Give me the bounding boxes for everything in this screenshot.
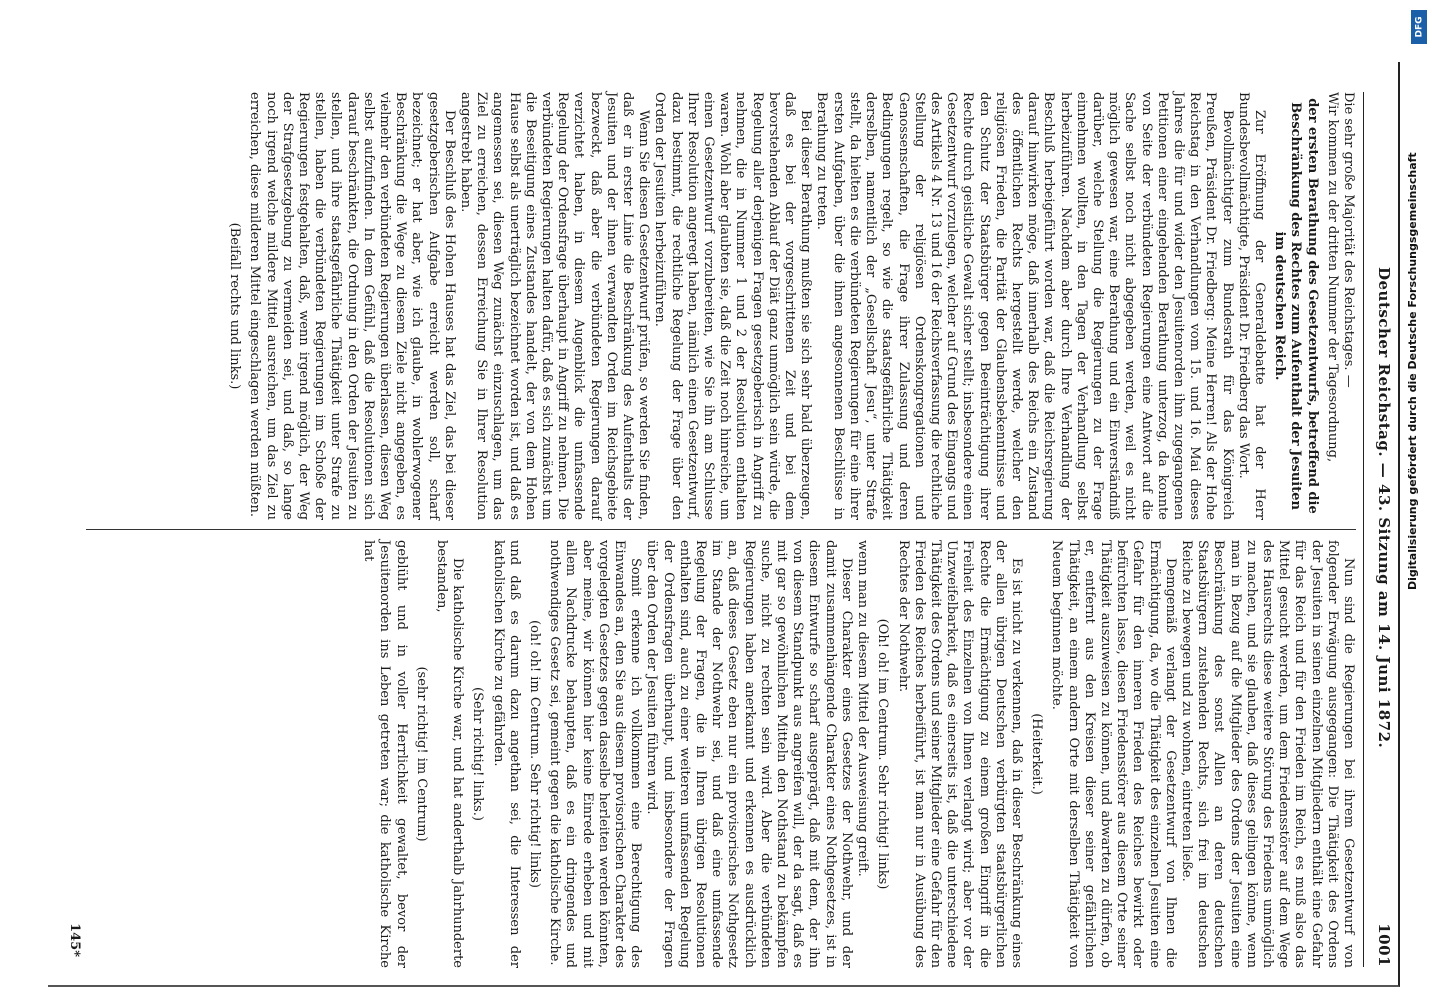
right-column-paragraph: Somit erkenne ich vollkommen eine Berechtigung des Einwandes an, den Sie aus diesem provisorischen Charakter des vorgelegten Gesetzes gegen dasselbe herleiten werden könnten, aber meine, wir können hier keine Einrede erheben und mit allem Nachdrucke behaupten, daß es ein dringendes und nothwendiges Gesetz sei, gemeint gegen die katholische Kirche.	[547, 540, 644, 968]
right-column-paragraph: (sehr richtig! im Centrum)	[413, 666, 429, 842]
right-column-paragraph: (Oh! oh! im Centrum. Sehr richtig! links)	[875, 618, 891, 890]
left-column-paragraph: Die sehr große Majorität des Reichstages. —	[1341, 92, 1356, 388]
right-column-paragraph: Demgemäß verlangt der Gesetzentwurf von Ihnen die Ermächtigung, da, wo die Thätigkeit des einzelnen Jesuiten eine Gefahr für den inneren Frieden des Reiches bewirkt oder befürchten lasse, diesen Friedensstörer aus diesem Orte seiner Thätigkeit auszuweisen zu können, und abwarten zu dürfen, ob er, entfernt aus den Kreisen dieser seiner gefährlichen Thätigkeit, an einem andern Orte mit derselben Thätigkeit von Neuem beginnen möchte.	[1049, 540, 1178, 968]
right-column-paragraph: wenn man zu diesem Mittel der Ausweisung greift.	[855, 540, 871, 877]
right-column-paragraph: Die katholische Kirche war, und hat anderthalb Jahrhunderte bestanden,	[434, 540, 466, 968]
header-title: Deutscher Reichstag. — 43. Sitzung am 14. Juni 1872.	[1375, 266, 1393, 749]
left-column-paragraph: Zur Eröffnung der Generaldebatte hat der Herr Bundesbevollmächtigte, Präsident Dr. Friedberg das Wort.	[1235, 92, 1267, 520]
printer-signature: 145*	[67, 923, 82, 957]
column-divider	[86, 529, 1356, 530]
funding-note: Digitalisierung gefördert durch die Deutsche Forschungsgemeinschaft	[1406, 152, 1419, 590]
running-header	[1370, 92, 1392, 967]
page-number: 1001	[1375, 923, 1393, 967]
right-column-paragraph: Nun sind die Regierungen bei ihrem Gesetzentwurf von folgender Erwägung ausgegangen: Die Thätigkeit des Ordens der Jesuiten in seinen einzelnen Mitgliedern enthält eine Gefahr für das Reich und für den Frieden im Reich, es muß also das Mittel gesucht werden, um dem Friedensstörer auf dem Wege des Hausrechts diese weitere Störung des Friedens unmöglich zu machen, und sie glauben, daß dieses gelingen könne, wenn man in Bezug auf die Mitglieder des Ordens der Jesuiten eine Beschränkung des sonst Allen an deren deutschen Staatsbürgern zustehenden Rechts, sich frei im deutschen Reiche zu bewegen und zu wohnen, eintreten ließe.	[1178, 540, 1356, 968]
left-column-paragraph: (Beifall rechts und links.)	[227, 222, 243, 390]
left-column-paragraph: Der Beschluß des Hohen Hauses hat das Ziel, das bei dieser gesetzgeberischen Aufgabe erreicht werden soll, scharf bezeichnet; er hat aber, wie ich glaube, in wohlerwogener Beschränkung die Wege zu diesem Ziele nicht angegeben, es vielmehr den verbündeten Regierungen überlassen, diesen Weg selbst aufzufinden. In dem Gefühl, daß die Resolutionen sich darauf beschränkten, die Ordnung in den Orden der Jesuiten zu stellen, und ihre staatsgefährliche Thätigkeit unter Strafe zu stellen, haben die verbündeten Regierungen im Schoße der Regierungen festgehalten, daß, wenn irgend möglich, der Weg der Strafgesetzgebung zu vermeiden sei, und daß, so lange noch irgend welche mildere Mittel ausreichen, um das Ziel zu erreichen, diese milderen Mittel eingeschlagen werden müßten.	[247, 92, 457, 520]
rotated-page-content	[48, 62, 1400, 987]
left-column-paragraph: Wenn Sie diesen Gesetzentwurf prüfen, so werden Sie finden, daß er in erster Linie die Beschränkung des Aufenthalts der Jesuiten und der ihnen verwandten Orden im Reichsgebiete bezweckt, daß aber die verbündeten Regierungen darauf verzichtet haben, in diesem Augenblick die umfassende Regelung der Ordensfrage überhaupt in Angriff zu nehmen. Die verbündeten Regierungen halten dafür, daß es sich zunächst um die Beseitigung eines Zustandes handelt, der von dem Hohen Hause selbst als unerträglich bezeichnet worden ist, und daß es angemessen sei, diesen Weg zunächst einzuschlagen, um das Ziel zu erreichen, dessen Erreichung Sie in Ihrer Resolution angestrebt haben.	[458, 92, 652, 520]
left-column-paragraph: der ersten Berathung des Gesetzentwurfs, betreffend die Beschränkung des Rechtes zum Aufenthalt der Jesuiten im deutschen Reich.	[1272, 98, 1320, 514]
left-column-paragraph: Bei dieser Berathung mußten sie sich sehr bald überzeugen, daß es bei der vorgeschrittenen Zeit und bei dem bevorstehenden Ablauf der Diät ganz unmöglich sein würde, die Regelung aller derjenigen Fragen gesetzgeberisch in Angriff zu nehmen, die in Nummer 1 und 2 der Resolution enthalten waren. Wohl aber glaubten sie, daß die Zeit noch hinreiche, um einen Gesetzentwurf vorzubereiten, wie Sie ihn am Schlusse Ihrer Resolution angeregt haben, nämlich einen Gesetzentwurf, dazu bestimmt, die rechtliche Regelung der Frage über den Orden der Jesuiten herbeizuführen.	[652, 92, 814, 520]
right-column-paragraph: (Sehr richtig! links.)	[470, 687, 486, 821]
header-rule	[1363, 92, 1364, 967]
right-column-paragraph: und daß es darum dazu angethan sei, die Interessen der katholischen Kirche zu gefährden.	[490, 540, 522, 968]
left-column	[222, 92, 1356, 520]
left-column-paragraph: Wir kommen zu der dritten Nummer der Tagesordnung,	[1324, 92, 1340, 463]
right-column-paragraph: Dieser Charakter eines Gesetzes der Nothwehr, und der damit zusammenhängende Charakter eines Nothgesetzes, ist in diesem Entwurfe so scharf ausgeprägt, daß mit dem, der ihn von diesem Standpunkt aus angreifen will, der da sagt, daß es mit gar so gewöhnlichen Mitteln den Nothstand zu bekämpfen suche, nicht zu rechten sein wird. Aber die verbündeten Regierungen haben anerkannt und erkennen es ausdrücklich an, daß dieses Gesetz eben nur ein provisorisches Nothgesetz im Stande der Nothwehr sei, und daß eine umfassende Regelung der Fragen, die in Ihren übrigen Resolutionen enthalten sind, auch zu einer weiteren umfassenden Regelung der Ordensfragen überhaupt, und insbesondere der Fragen über den Orden der Jesuiten führen wird.	[644, 540, 854, 968]
right-column-paragraph: (Heiterkeit.)	[1029, 713, 1045, 795]
right-column-paragraph: (oh! oh! im Centrum. Sehr richtig! links)	[527, 620, 543, 888]
dfg-logo-text: DFG	[1414, 16, 1425, 38]
right-column	[360, 540, 1356, 968]
right-column-paragraph: geblüht und in voller Herrlichkeit gewaltet, bevor der Jesuitenorden ins Leben getreten war; die katholische Kirche hat	[361, 540, 409, 968]
right-column-paragraph: Es ist nicht zu verkennen, daß in dieser Beschränkung eines der allen übrigen Deutschen verbürgten staatsbürgerlichen Rechte die Ermächtigung zu einem großen Eingriff in die Freiheit des Einzelnen von Ihnen verlangt wird; aber vor der Unzweifelbarkeit, daß es einerseits ist, daß die unterschiedene Thätigkeit des Ordens und seiner Mitglieder eine Gefahr für den Frieden des Reiches herbeiführt, ist man nur in Ausübung des Rechtes der Nothwehr.	[895, 540, 1024, 968]
left-column-paragraph: Bevollmächtigter zum Bundesrath für das Königreich Preußen, Präsident Dr. Friedberg: Meine Herren! Als der Hohe Reichstag in den Verhandlungen vom 15. und 16. Mai dieses Jahres die für und wider den Jesuitenorden ihm zugegangenen Petitionen einer eingehenden Berathung unterzog, da konnte von Seite der verbündeten Regierungen eine Antwort auf die Sache selbst noch nicht abgegeben werden, weil es nicht möglich gewesen war, eine Berathung und ein Einverständniß darüber, welche Stellung die Regierungen zu der Frage einnehmen wollten, in den Tagen der Verhandlung selbst herbeizuführen. Nachdem aber durch Ihre Verhandlung der Beschluß herbeigeführt worden war, daß die Reichsregierung darauf hinwirken möge, daß innerhalb des Reichs ein Zustand des öffentlichen Rechts hergestellt werde, welcher den religiösen Frieden, die Parität der Glaubensbekenntnisse und den Schutz der Staatsbürger gegen Beeinträchtigung ihrer Rechte durch geistliche Gewalt sicher stellt; insbesondere einen Gesetzentwurf vorzulegen, welcher auf Grund des Eingangs und des Artikels 4 Nr. 13 und 16 der Reichsverfassung die rechtliche Stellung der religiösen Ordenskongregationen und Genossenschaften, die Frage ihrer Zulassung und deren Bedingungen regelt, so wie die staatsgefährliche Thätigkeit derselben, namentlich der „Gesellschaft Jesu“, unter Strafe stellt, da hielten es die verbündeten Regierungen für eine ihrer ersten Aufgaben, über die ihnen angesonnenen Beschlüsse in Berathung zu treten.	[814, 92, 1235, 520]
